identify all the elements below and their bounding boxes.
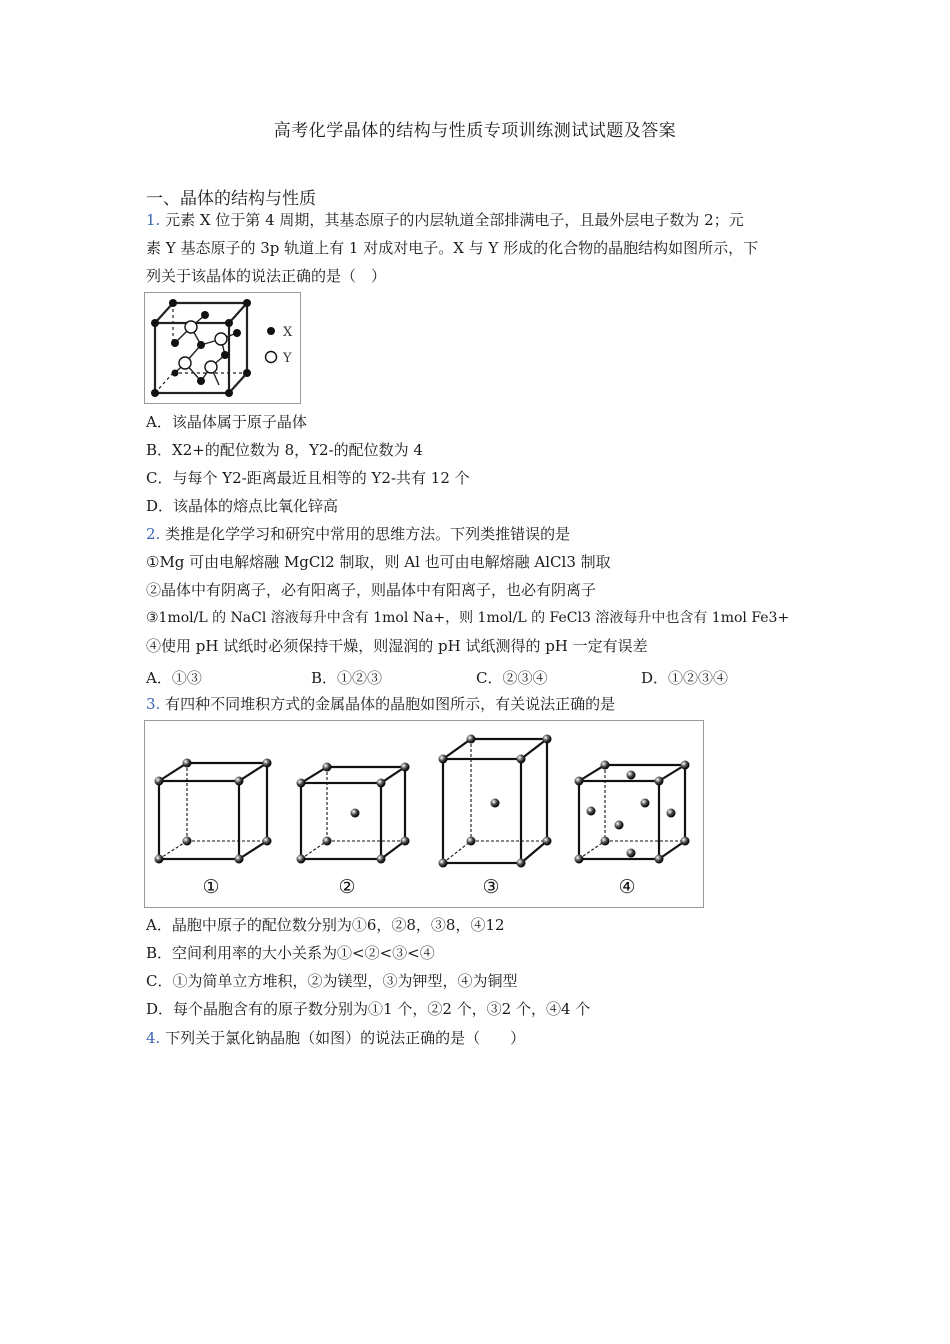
question-1-option-b[interactable]: B．X2+的配位数为 8，Y2-的配位数为 4 — [146, 441, 423, 459]
cell-label-2: ② — [338, 876, 356, 898]
question-3-option-b[interactable]: B．空间利用率的大小关系为①<②<③<④ — [146, 944, 435, 962]
question-1-option-c[interactable]: C．与每个 Y2-距离最近且相等的 Y2-共有 12 个 — [146, 469, 470, 487]
cell-label-1: ① — [202, 876, 220, 898]
question-4-number: 4. — [146, 1029, 161, 1047]
question-2-statement-1: ①Mg 可由电解熔融 MgCl2 制取，则 Al 也可由电解熔融 AlCl3 制取 — [146, 553, 611, 571]
legend-x-label: X — [283, 325, 293, 340]
document-title: 高考化学晶体的结构与性质专项训练测试试题及答案 — [273, 121, 677, 141]
question-2-option-c[interactable]: C．②③④ — [476, 669, 548, 687]
question-4-stem: 4. 下列关于氯化钠晶胞（如图）的说法正确的是（ ） — [146, 1029, 526, 1047]
metal-crystal-cells-figure — [144, 720, 704, 908]
question-2-statement-3: ③1mol/L 的 NaCl 溶液每升中含有 1mol Na+，则 1mol/L 的 FeCl3 溶液每升中也含有 1mol Fe3+ — [146, 610, 790, 626]
question-2-statement-2: ②晶体中有阴离子，必有阳离子，则晶体中有阳离子，也必有阴离子 — [146, 581, 597, 599]
question-3-stem: 3. 有四种不同堆积方式的金属晶体的晶胞如图所示，有关说法正确的是 — [146, 695, 616, 713]
question-1-line-1: 1. 元素 X 位于第 4 周期，其基态原子的内层轨道全部排满电子，且最外层电子数为 2；元 — [146, 211, 744, 229]
question-1 — [146, 206, 810, 290]
question-1-option-d[interactable]: D．该晶体的熔点比氧化锌高 — [146, 497, 339, 515]
question-1-number: 1. — [146, 211, 161, 229]
question-2-option-d[interactable]: D．①②③④ — [641, 669, 729, 687]
question-3-number: 3. — [146, 695, 161, 713]
cell-label-4: ④ — [618, 876, 636, 898]
legend-y-label: Y — [283, 351, 292, 366]
question-3-option-d[interactable]: D．每个晶胞含有的原子数分别为①1 个，②2 个，③2 个，④4 个 — [146, 1000, 591, 1018]
section-heading: 一、晶体的结构与性质 — [146, 189, 316, 209]
question-2-option-a[interactable]: A．①③ — [146, 669, 202, 687]
question-3-option-a[interactable]: A．晶胞中原子的配位数分别为①6，②8，③8，④12 — [146, 916, 505, 934]
question-2-stem: 2. 类推是化学学习和研究中常用的思维方法。下列类推错误的是 — [146, 525, 571, 543]
question-1-option-a[interactable]: A．该晶体属于原子晶体 — [146, 413, 307, 431]
question-3-option-c[interactable]: C．①为简单立方堆积，②为镁型，③为钾型，④为铜型 — [146, 972, 518, 990]
question-1-line-3: 列关于该晶体的说法正确的是（ ） — [146, 267, 387, 285]
question-1-line-2: 素 Y 基态原子的 3p 轨道上有 1 对成对电子。X 与 Y 形成的化合物的晶胞结构如图所示，下 — [146, 239, 759, 257]
cell-label-3: ③ — [482, 876, 500, 898]
question-2-statement-4: ④使用 pH 试纸时必须保持干燥，则湿润的 pH 试纸测得的 pH 一定有误差 — [146, 637, 648, 655]
crystal-cell-figure-xy — [144, 292, 301, 404]
question-2-option-b[interactable]: B．①②③ — [311, 669, 383, 687]
question-2-number: 2. — [146, 525, 161, 543]
